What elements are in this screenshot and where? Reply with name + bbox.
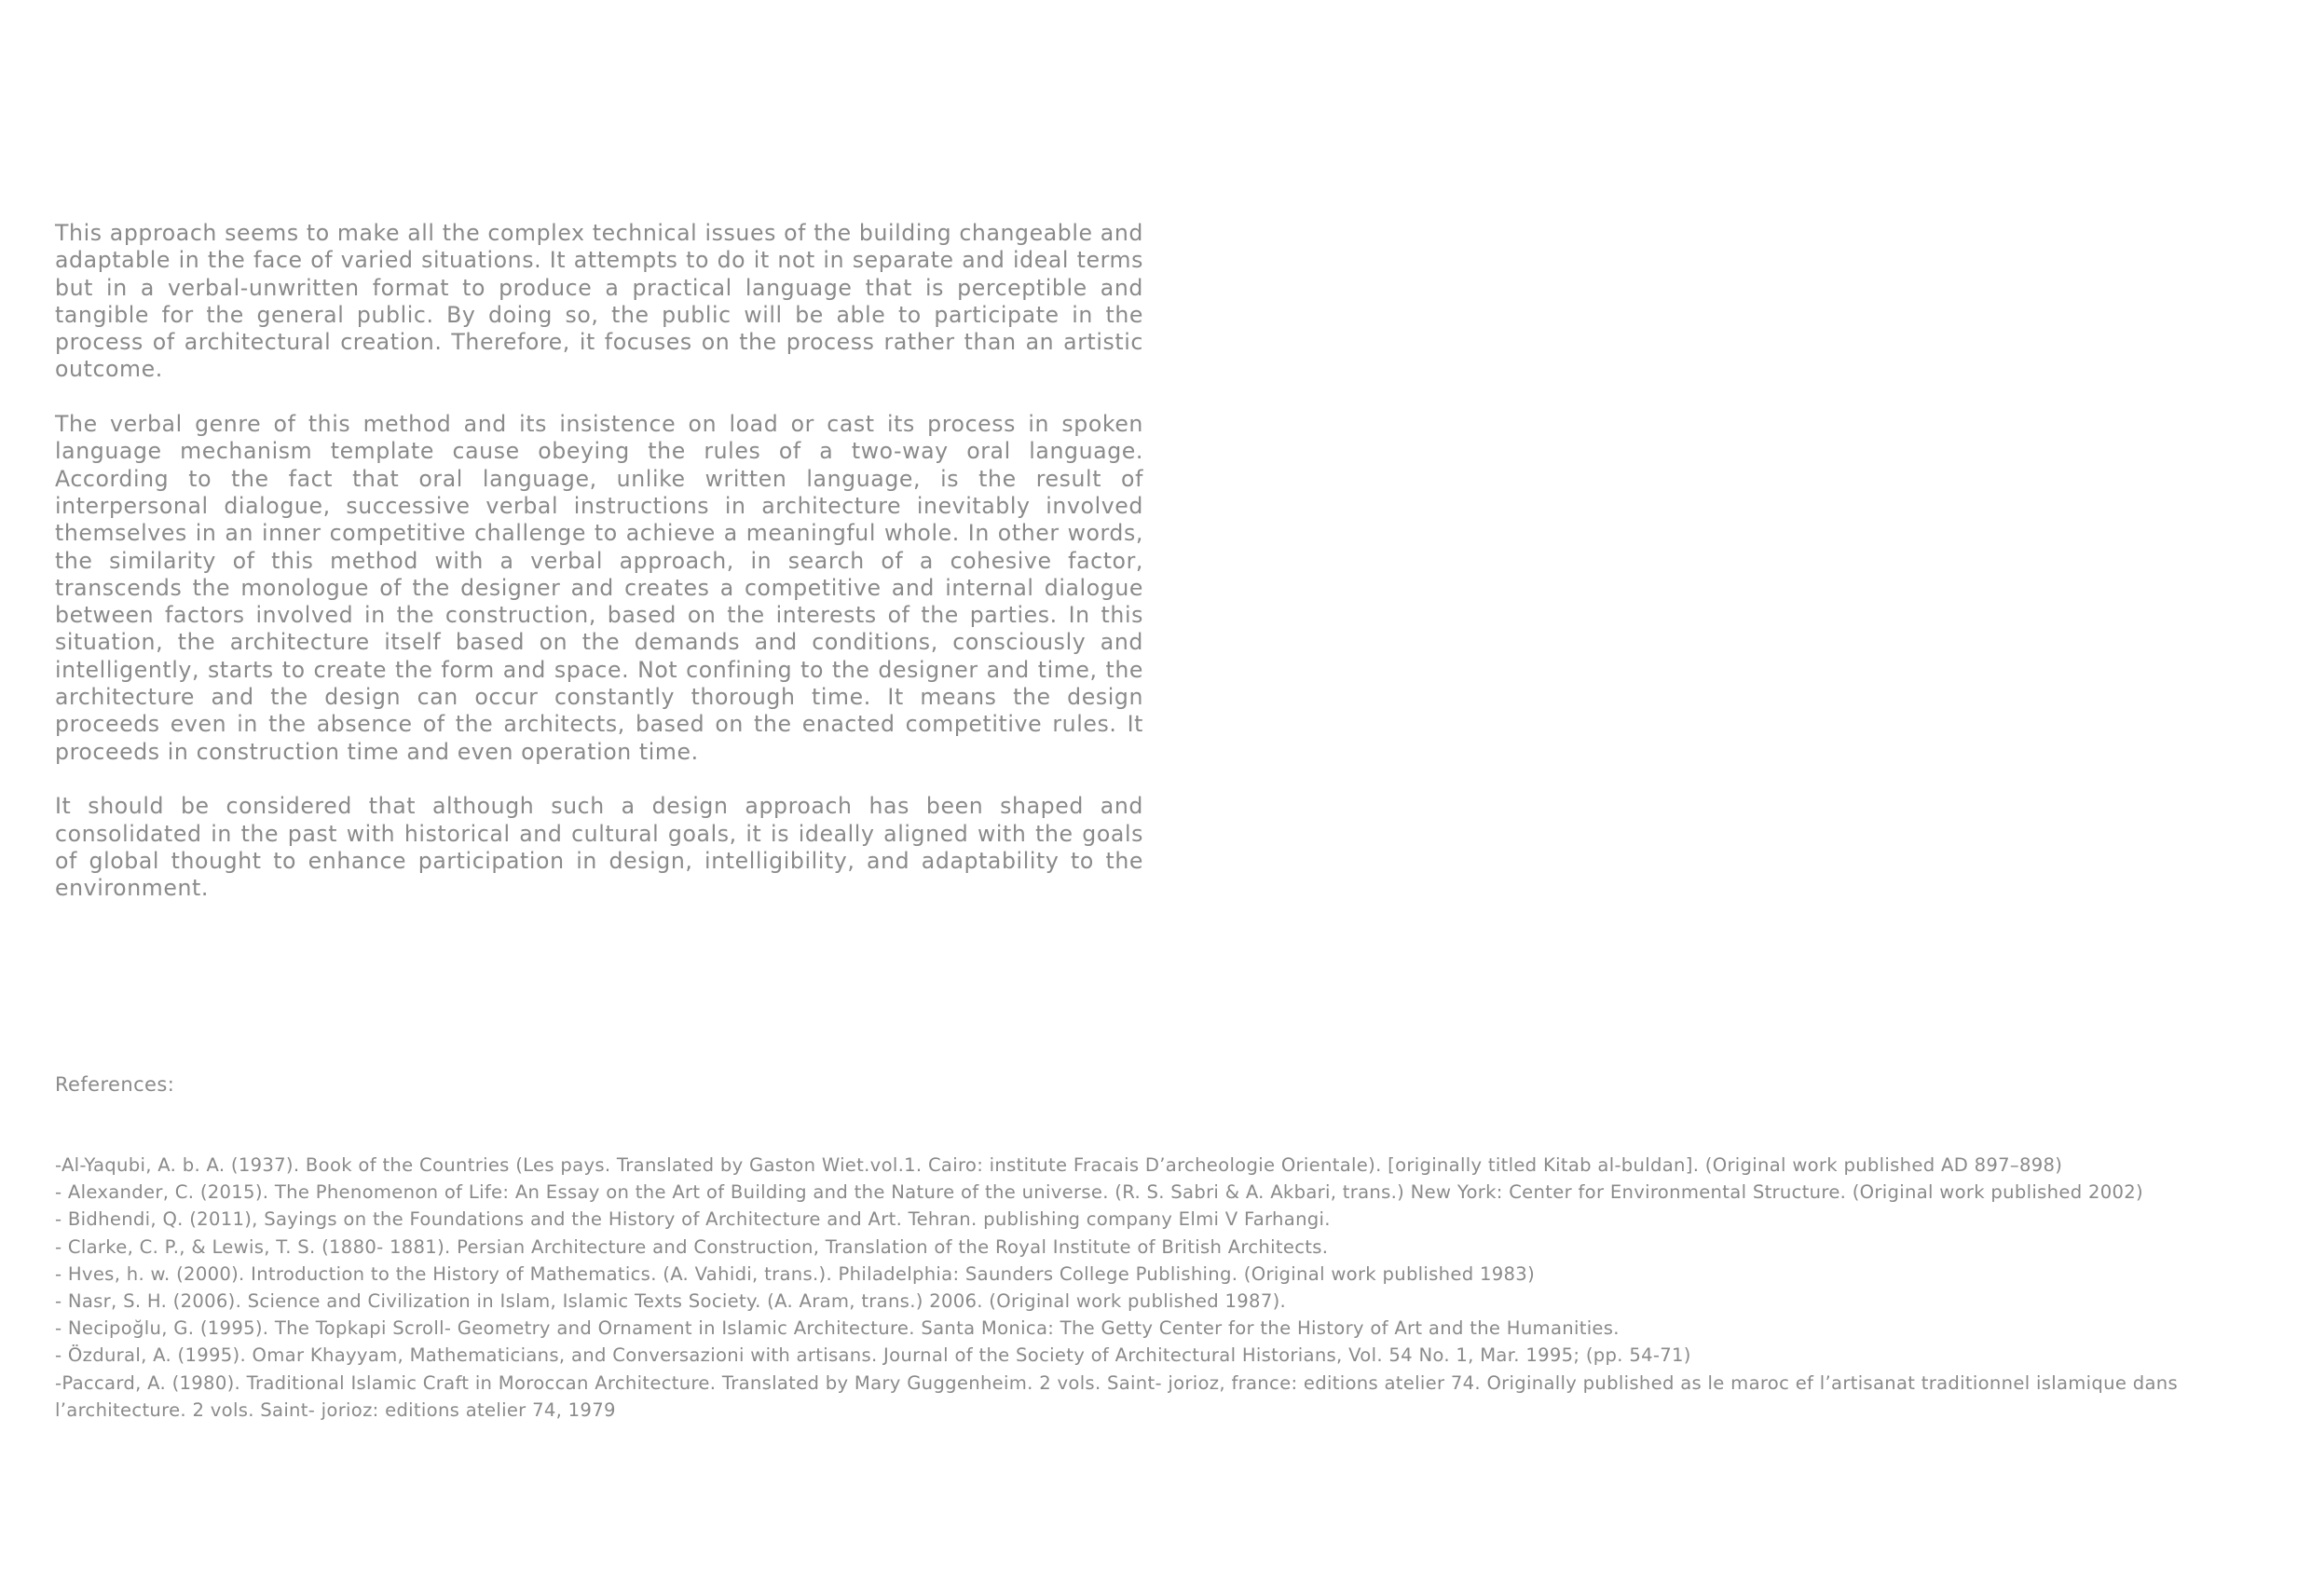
- paragraph: This approach seems to make all the complex technical issues of the building changeable and adaptable in the face of varied situations. It attempts to do it not in separate and ideal terms but in a verbal-unwritten format to produce a practical language that is perceptible and tangible for the general public. By doing so, the public will be able to participate in the process of architectural creation. Therefore, it focuses on the process rather than an artistic outcome.: [55, 220, 1143, 383]
- references-heading: References:: [55, 1073, 175, 1096]
- reference-item: - Alexander, C. (2015). The Phenomenon of Life: An Essay on the Art of Building and the Nature of the universe. (R. S. Sabri & A. Akbari, trans.) New York: Center for Environmental Structure. (Original work published 2002): [55, 1181, 2143, 1204]
- reference-item: - Özdural, A. (1995). Omar Khayyam, Mathematicians, and Conversazioni with artisans. Journal of the Society of Architectural Historians, Vol. 54 No. 1, Mar. 1995; (pp. 54-71): [55, 1344, 1691, 1367]
- reference-item: - Clarke, C. P., & Lewis, T. S. (1880- 1881). Persian Architecture and Construction, Translation of the Royal Institute of British Architects.: [55, 1235, 1329, 1258]
- reference-item: - Necipoğlu, G. (1995). The Topkapi Scroll- Geometry and Ornament in Islamic Architecture. Santa Monica: The Getty Center for the History of Art and the Humanities.: [55, 1317, 1620, 1340]
- reference-item: - Hves, h. w. (2000). Introduction to the History of Mathematics. (A. Vahidi, trans.). Philadelphia: Saunders College Publishing. (Original work published 1983): [55, 1262, 1536, 1285]
- reference-item: - Nasr, S. H. (2006). Science and Civilization in Islam, Islamic Texts Society. (A. Aram, trans.) 2006. (Original work published 1987).: [55, 1290, 1287, 1313]
- references-list: [55, 1152, 2265, 1424]
- paragraph: The verbal genre of this method and its insistence on load or cast its process in spoken language mechanism template cause obeying the rules of a two-way oral language. According to the fact that oral language, unlike written language, is the result of interpersonal dialogue, successive verbal instructions in architecture inevitably involved themselves in an inner competitive challenge to achieve a meaningful whole. In other words, the similarity of this method with a verbal approach, in search of a cohesive factor, transcends the monologue of the designer and creates a competitive and internal dialogue between factors involved in the construction, based on the interests of the parties. In this situation, the architecture itself based on the demands and conditions, consciously and intelligently, starts to create the form and space. Not confining to the designer and time, the architecture and the design can occur constantly thorough time. It means the design proceeds even in the absence of the architects, based on the enacted competitive rules. It proceeds in construction time and even operation time.: [55, 411, 1143, 765]
- reference-item: -Paccard, A. (1980). Traditional Islamic Craft in Moroccan Architecture. Translated by Mary Guggenheim. 2 vols. Saint- jorioz, france: editions atelier 74. Originally published as le maroc ef l’artisanat traditionnel islamique dans l’architecture. 2 vols. Saint- jorioz: editions atelier 74, 1979: [55, 1371, 2179, 1421]
- reference-item: - Bidhendi, Q. (2011), Sayings on the Foundations and the History of Architecture and Art. Tehran. publishing company Elmi V Farhangi.: [55, 1208, 1331, 1231]
- paragraph: It should be considered that although such a design approach has been shaped and consolidated in the past with historical and cultural goals, it is ideally aligned with the goals of global thought to enhance participation in design, intelligibility, and adaptability to the environment.: [55, 793, 1143, 902]
- reference-item: -Al-Yaqubi, A. b. A. (1937). Book of the Countries (Les pays. Translated by Gaston Wiet.vol.1. Cairo: institute Fracais D’archeologie Orientale). [originally titled Kitab al-buldan]. (Original work published AD 897–898): [55, 1154, 2063, 1176]
- body-text: [55, 220, 1143, 930]
